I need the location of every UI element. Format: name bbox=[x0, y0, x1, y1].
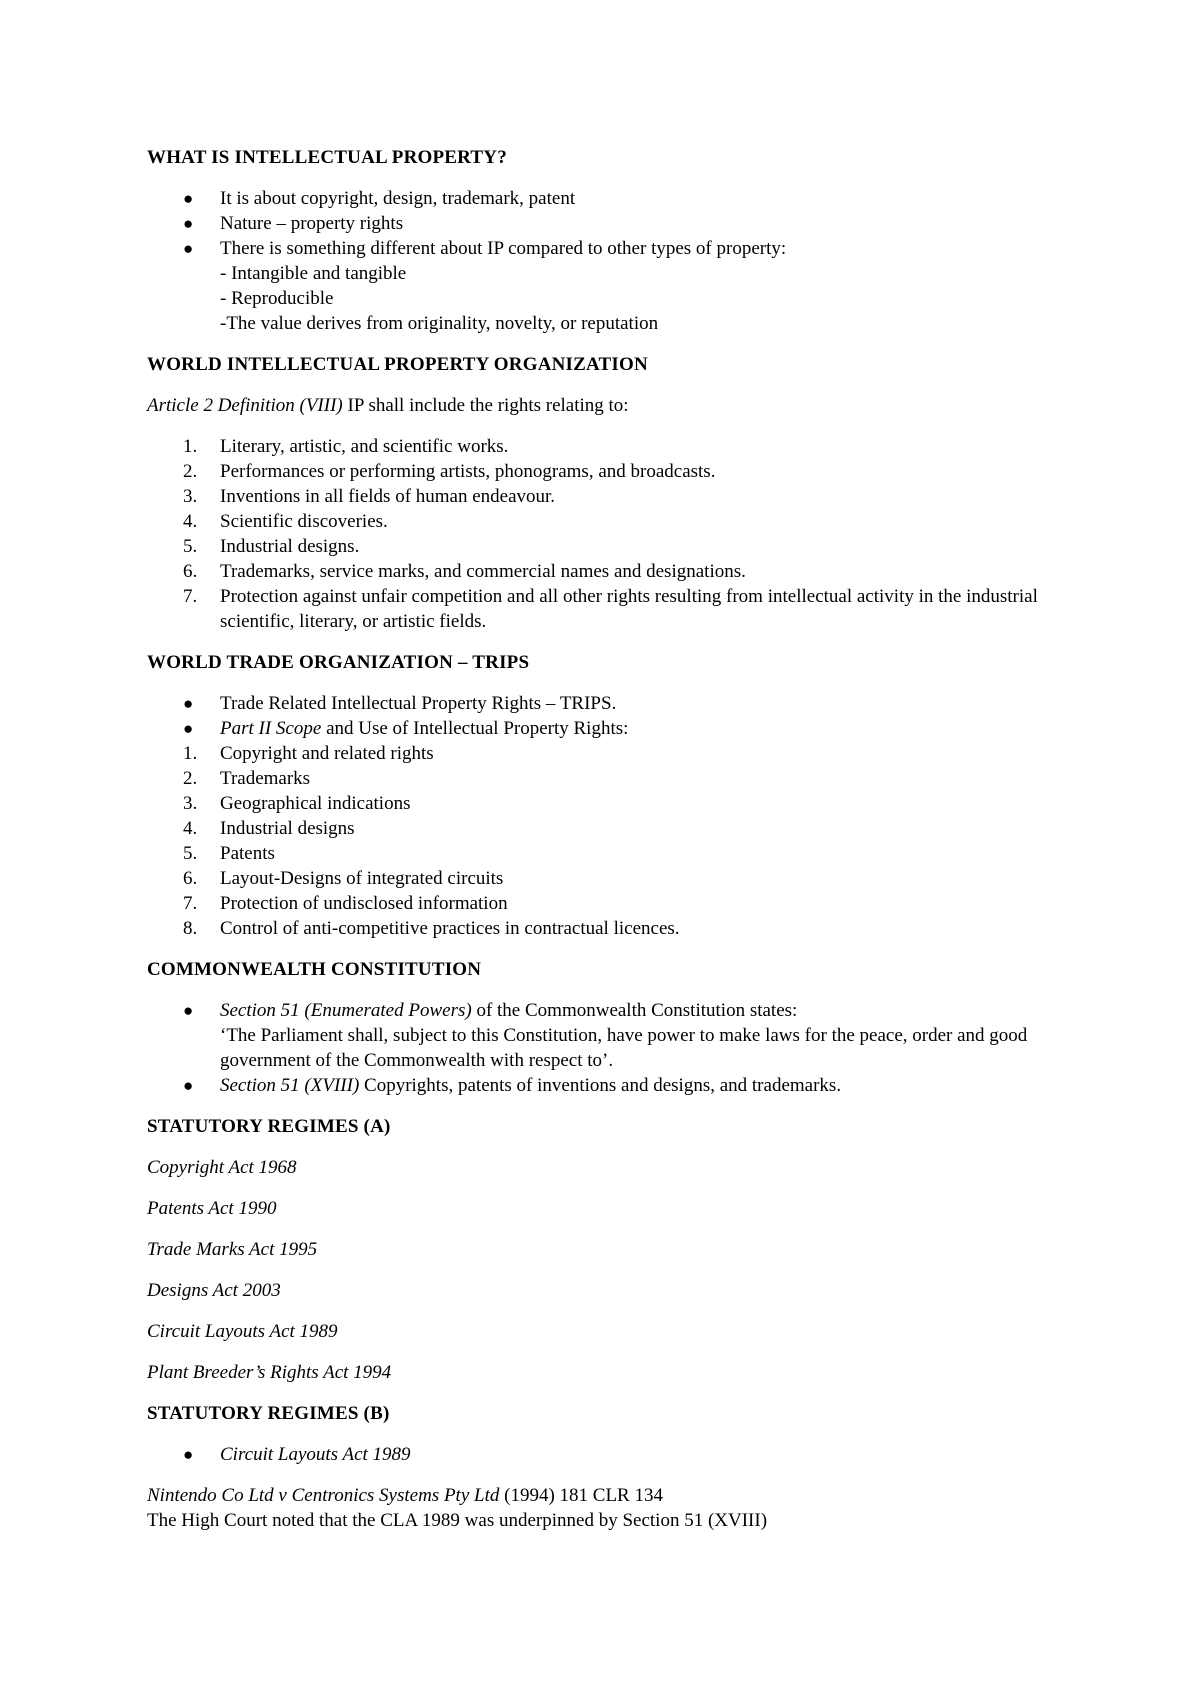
constitution-quote: ‘The Parliament shall, subject to this Constitution, have power to make laws for the peace, order and good government of the Commonwealth with respect to’. bbox=[220, 1025, 1028, 1071]
heading-commonwealth-constitution: COMMONWEALTH CONSTITUTION bbox=[147, 959, 482, 980]
list-item: 1. Literary, artistic, and scientific works. bbox=[183, 436, 509, 457]
list-item: 2. Performances or performing artists, phonograms, and broadcasts. bbox=[183, 461, 716, 482]
bullet-icon: ● bbox=[183, 694, 194, 713]
list-item: ● Trade Related Intellectual Property Rights – TRIPS. bbox=[183, 693, 617, 714]
list-item: 7. Protection of undisclosed information bbox=[183, 893, 508, 914]
list-item: 4. Scientific discoveries. bbox=[183, 511, 388, 532]
bullet-icon: ● bbox=[183, 1445, 194, 1464]
document-content bbox=[147, 145, 1067, 1533]
list-item: 5. Industrial designs. bbox=[183, 536, 360, 557]
bullet-icon: ● bbox=[183, 1001, 194, 1020]
list-item: 3. Geographical indications bbox=[183, 793, 411, 814]
list-item: 8. Control of anti-competitive practices in contractual licences. bbox=[183, 918, 680, 939]
bullet-icon: ● bbox=[183, 1076, 194, 1095]
list-item: ● There is something different about IP compared to other types of property: - Intangible and tangible - Reproducible -The value derives from originality, novelty, or reputation bbox=[147, 236, 1067, 336]
list-item: ● Nature – property rights bbox=[183, 213, 404, 234]
bullet-icon: ● bbox=[183, 239, 194, 258]
case-citation: Nintendo Co Ltd v Centronics Systems Pty Ltd (1994) 181 CLR 134 bbox=[147, 1485, 663, 1506]
bullet-icon: ● bbox=[183, 719, 194, 738]
wipo-numbered-list bbox=[147, 434, 1067, 634]
act-title: Trade Marks Act 1995 bbox=[147, 1239, 318, 1260]
heading-wto-trips: WORLD TRADE ORGANIZATION – TRIPS bbox=[147, 652, 530, 673]
list-item: 7. Protection against unfair competition and all other rights resulting from intellectual activity in the industrial scientific, literary, or artistic fields. bbox=[183, 586, 1038, 632]
list-item: ● Section 51 (XVIII) Copyrights, patents of inventions and designs, and trademarks. bbox=[183, 1075, 842, 1096]
case-note: The High Court noted that the CLA 1989 was underpinned by Section 51 (XVIII) bbox=[147, 1510, 768, 1531]
list-item: 2. Trademarks bbox=[183, 768, 311, 789]
sub-item: - Reproducible bbox=[220, 288, 334, 309]
act-title: Plant Breeder’s Rights Act 1994 bbox=[147, 1362, 392, 1383]
list-item: ● Part II Scope and Use of Intellectual Property Rights: bbox=[183, 718, 629, 739]
list-item: 5. Patents bbox=[183, 843, 275, 864]
act-title: Circuit Layouts Act 1989 bbox=[147, 1321, 338, 1342]
ip-bullet-list bbox=[147, 186, 1067, 336]
heading-what-is-ip: WHAT IS INTELLECTUAL PROPERTY? bbox=[147, 147, 507, 168]
list-item: 6. Trademarks, service marks, and commercial names and designations. bbox=[183, 561, 746, 582]
bullet-icon: ● bbox=[183, 214, 194, 233]
heading-statutory-regimes-b: STATUTORY REGIMES (B) bbox=[147, 1403, 390, 1424]
list-item: 6. Layout-Designs of integrated circuits bbox=[183, 868, 504, 889]
trips-numbered-list bbox=[147, 741, 1067, 941]
act-title: Copyright Act 1968 bbox=[147, 1157, 297, 1178]
regimes-b-bullet-list bbox=[147, 1442, 1067, 1467]
constitution-bullet-list bbox=[147, 998, 1067, 1098]
list-item: 3. Inventions in all fields of human endeavour. bbox=[183, 486, 556, 507]
act-title: Patents Act 1990 bbox=[147, 1198, 277, 1219]
list-item: 1. Copyright and related rights bbox=[183, 743, 434, 764]
heading-statutory-regimes-a: STATUTORY REGIMES (A) bbox=[147, 1116, 391, 1137]
wipo-intro: Article 2 Definition (VIII) IP shall include the rights relating to: bbox=[147, 395, 629, 416]
trips-bullet-list bbox=[147, 691, 1067, 741]
list-item: 4. Industrial designs bbox=[183, 818, 355, 839]
bullet-icon: ● bbox=[183, 189, 194, 208]
sub-item: - Intangible and tangible bbox=[220, 263, 407, 284]
list-item: ● Circuit Layouts Act 1989 bbox=[183, 1444, 411, 1465]
heading-wipo: WORLD INTELLECTUAL PROPERTY ORGANIZATION bbox=[147, 354, 648, 375]
list-item: ● It is about copyright, design, trademark, patent bbox=[183, 188, 576, 209]
list-item: ● Section 51 (Enumerated Powers) of the Commonwealth Constitution states: ‘The Parliament shall, subject to this Constitution, have power to make laws for the peace, order and good government of the Commonwealth with respect to’. bbox=[147, 998, 1067, 1073]
act-title: Designs Act 2003 bbox=[147, 1280, 281, 1301]
sub-item: -The value derives from originality, novelty, or reputation bbox=[220, 313, 659, 334]
